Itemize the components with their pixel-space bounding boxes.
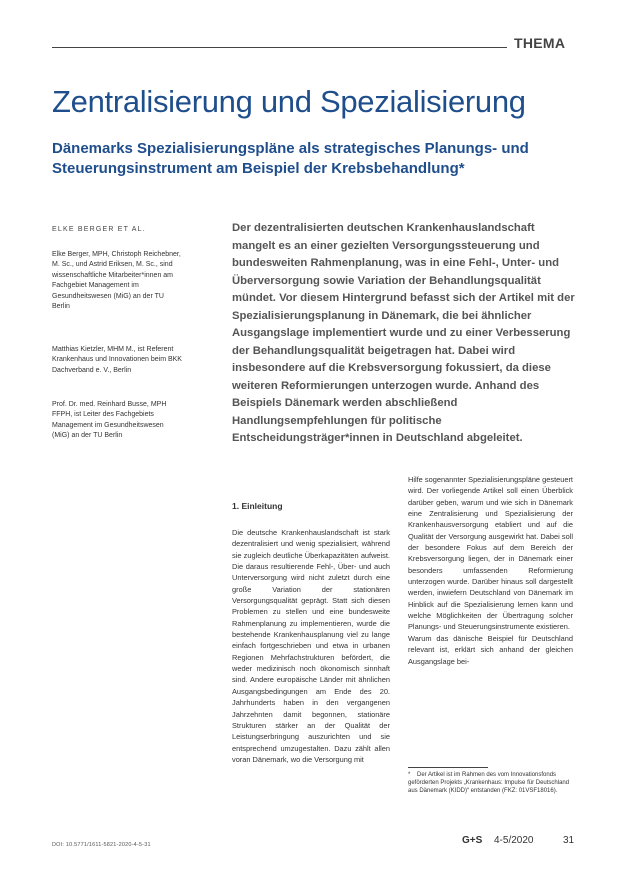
page-number: 31 <box>563 835 575 846</box>
footnote-rule <box>408 767 488 768</box>
section-heading: 1. Einleitung <box>232 501 283 511</box>
footnote <box>408 771 573 795</box>
journal-name: G+S <box>462 835 483 846</box>
article-subtitle: Dänemarks Spezialisierungspläne als strategisches Planungs- und Steuerungsinstrument am Beispiel der Krebsbehandlung* <box>52 140 529 177</box>
body-column-2: Hilfe sogenannter Spezialisierungspläne gesteuert wird. Der vorliegende Artikel soll einen Überblick darüber geben, warum und wie sich in Dänemark eine Zentralisierung und Spezialisierung der Krankenhausversorgung etabliert und auf die Qualität der Versorgung ausgewirkt hat. Dabei soll der besondere Fokus auf dem Bereich der Krebsversorgung liegen, der in Dänemark einer besonders umfassenden Reformierung unterzogen wurde. Darüber hinaus soll dargestellt werden, inwiefern Deutschland von Dänemark im Hinblick auf die Spezialisierung lernen kann und welche Möglichkeiten der Übertragung solcher Planungs- und Steuerungsinstrumente existieren. Warum das dänische Beispiel für Deutschland relevant ist, erklärt sich anhand der gleichen Ausgangslage bei- <box>408 475 573 666</box>
header-rule <box>52 47 507 48</box>
section-label: THEMA <box>514 35 566 51</box>
author-bio-2: Matthias Kietzler, MHM M., ist Referent Krankenhaus und Innovationen beim BKK Dachverband e. V., Berlin <box>52 346 182 374</box>
author-bio-3: Prof. Dr. med. Reinhard Busse, MPH FFPH, ist Leiter des Fachgebiets Management im Gesundheitswesen (MiG) an der TU Berlin <box>52 401 167 440</box>
abstract: Der dezentralisierten deutschen Krankenhauslandschaft mangelt es an einer gezielten Versorgungssteuerung und bundesweiten Rahmenplanung, was in eine Fehl-, Unter- und Überversorgung sowie Variation der Behandlungsqualität mündet. Vor diesem Hintergrund befasst sich der Artikel mit der Spezialisierungsplanung in Dänemark, die bei ähnlicher Ausgangslage implementiert wurde und zu einer Verbesserung der Behandlungsqualität beigetragen hat. Dabei wird insbesondere auf die Krebsversorgung fokussiert, da diese weiteren Reformierungen unterzogen wurde. Anhand des Beispiels Dänemark werden abschließend Handlungsempfehlungen für politische Entscheidungsträger*innen in Deutschland abgeleitet. <box>232 222 575 444</box>
journal-issue: 4-5/2020 <box>494 835 534 846</box>
footnote-text: Der Artikel ist im Rahmen des vom Innovationsfonds geförderten Projekts „Krankenhaus: Impulse für Deutschland aus Dänemark (KIDD)“ entstanden (FKZ: 01VSF18016). <box>408 772 570 794</box>
footnote-mark: * <box>408 772 411 778</box>
article-title: Zentralisierung und Spezialisierung <box>52 84 526 119</box>
body-column-1: Die deutsche Krankenhauslandschaft ist stark dezentralisiert und wenig spezialisiert, während sie zugleich deutliche Überkapazitäten aufweist. Die daraus resultierende Fehl-, Über- und auch Unterversorgung wird nicht zuletzt durch eine große Variation der stationären Versorgungsqualität geprägt. Statt sich diesen Problemen zu stellen und eine bundesweite Rahmenplanung zu implementieren, wurde die bestehende Krankenhausplanung viel zu lange einfach fortgeschrieben und etwa in urbanen Regionen Mehrfachstrukturen befördert, die weder medizinisch noch ökonomisch sinnhaft sind. Andere europäische Länder mit ähnlichen Ausgangsbedingungen am Ende des 20. Jahrhunderts haben in den vergangenen Jahrzehnten damit begonnen, stationäre Strukturen stärker an der Qualität der Leistungserbringung auszurichten und sie entsprechend umzugestalten. Dazu zählt allen voran Dänemark, wo die Versorgung mit <box>232 528 390 764</box>
doi: DOI: 10.5771/1611-5821-2020-4-5-31 <box>52 842 151 848</box>
author-bio-1: Elke Berger, MPH, Christoph Reichebner, M. Sc., und Astrid Eriksen, M. Sc., sind wissenschaftliche Mitarbeiter*innen am Fachgebiet Management im Gesundheitswesen (MiG) an der TU Berlin <box>52 251 181 311</box>
author-heading: ELKE BERGER ET AL. <box>52 226 146 233</box>
